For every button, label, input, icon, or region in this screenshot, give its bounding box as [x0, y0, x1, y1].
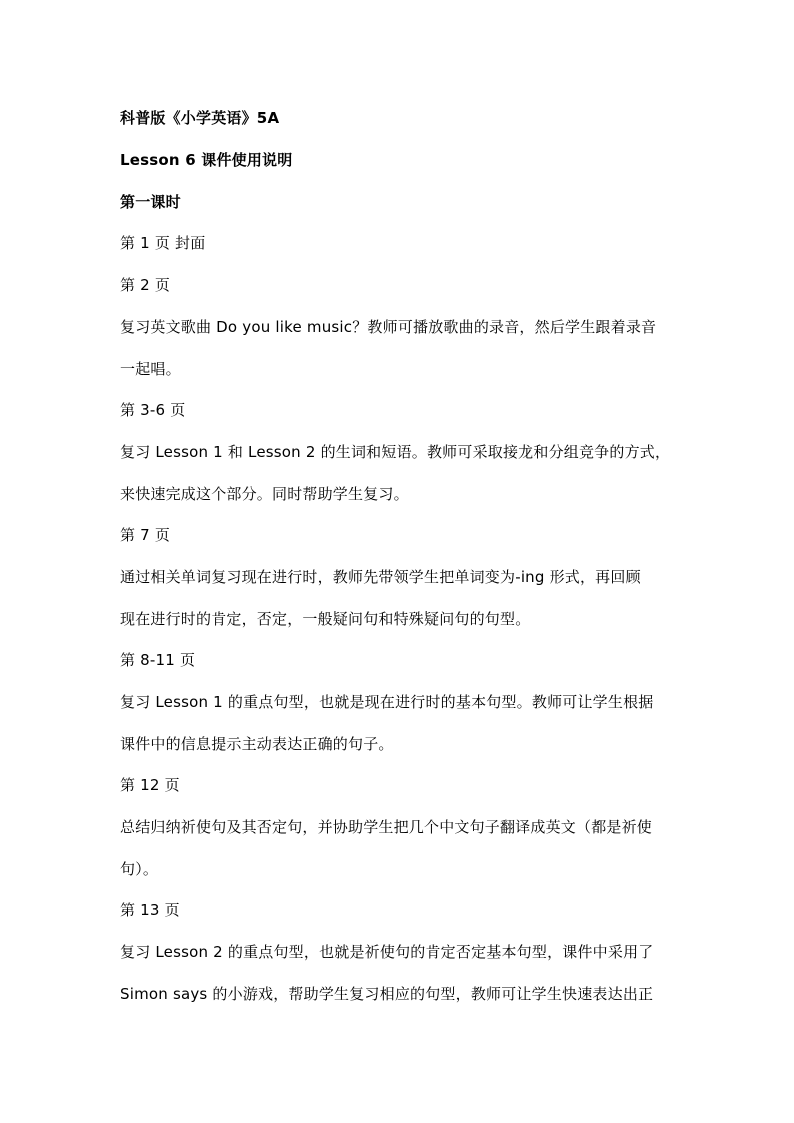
page-heading: 第 13 页 — [120, 901, 180, 919]
page-heading: 第 3-6 页 — [120, 401, 186, 419]
document-title: 科普版《小学英语》5A — [120, 109, 280, 127]
page-heading: 第 1 页 封面 — [120, 234, 206, 252]
page-heading: 第 8-11 页 — [120, 651, 196, 669]
section-heading: 第一课时 — [120, 193, 181, 211]
paragraph-line: 现在进行时的肯定，否定，一般疑问句和特殊疑问句的句型。 — [120, 610, 531, 628]
paragraph-line: 复习 Lesson 1 和 Lesson 2 的生词和短语。教师可采取接龙和分组竞争的方式， — [120, 443, 671, 461]
paragraph-line: 复习 Lesson 2 的重点句型，也就是祈使句的肯定否定基本句型，课件中采用了 — [120, 943, 654, 961]
paragraph-line: 复习 Lesson 1 的重点句型，也就是现在进行时的基本句型。教师可让学生根据 — [120, 693, 654, 711]
document-subtitle: Lesson 6 课件使用说明 — [120, 151, 293, 169]
page-heading: 第 2 页 — [120, 276, 171, 294]
paragraph-line: 来快速完成这个部分。同时帮助学生复习。 — [120, 485, 409, 503]
page-heading: 第 7 页 — [120, 526, 171, 544]
page-heading: 第 12 页 — [120, 776, 180, 794]
paragraph-line: 句）。 — [120, 860, 159, 878]
paragraph-line: 通过相关单词复习现在进行时，教师先带领学生把单词变为-ing 形式，再回顾 — [120, 568, 641, 586]
paragraph-line: 课件中的信息提示主动表达正确的句子。 — [120, 735, 394, 753]
paragraph-line: 一起唱。 — [120, 360, 181, 378]
paragraph-line: 复习英文歌曲 Do you like music？教师可播放歌曲的录音，然后学生跟着录音 — [120, 318, 657, 336]
paragraph-line: 总结归纳祈使句及其否定句，并协助学生把几个中文句子翻译成英文（都是祈使 — [120, 818, 653, 836]
paragraph-line: Simon says 的小游戏，帮助学生复习相应的句型，教师可让学生快速表达出正 — [120, 985, 654, 1003]
